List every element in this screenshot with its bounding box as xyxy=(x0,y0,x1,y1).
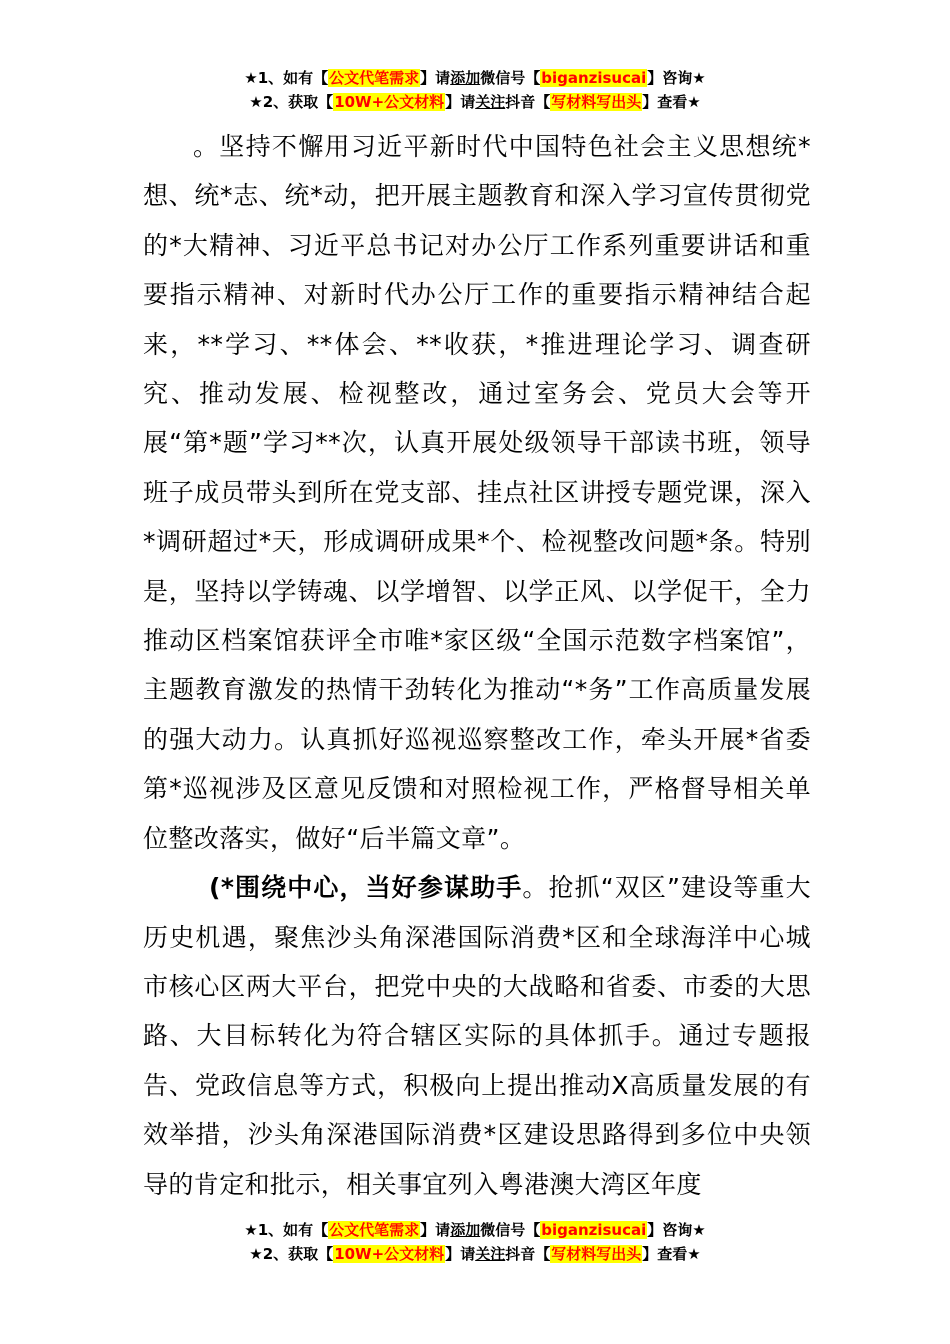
footer-line-2-highlight-materials: 10W+公文材料 xyxy=(334,1245,445,1263)
promo-line-1-text: 】请 xyxy=(420,69,451,87)
promo-line-2 xyxy=(0,90,950,114)
footer-line-2-suffix: 】查看★ xyxy=(642,1245,701,1263)
footer-line-2-text: 】请 xyxy=(445,1245,476,1263)
footer-line-1-underlined: 添加 xyxy=(450,1221,481,1239)
footer-line-2-text-2: 抖音【 xyxy=(505,1245,551,1263)
footer-line-2-underlined: 关注 xyxy=(475,1245,506,1263)
promo-line-1-highlight-wechat: biganzisucai xyxy=(541,69,647,87)
header-promo-banner xyxy=(0,66,950,114)
footer-line-2-highlight-douyin: 写材料写出头 xyxy=(551,1245,642,1263)
footer-line-1-text: 】请 xyxy=(420,1221,451,1239)
promo-line-1-prefix: ★1、如有【 xyxy=(244,69,329,87)
footer-promo-line-2 xyxy=(0,1242,950,1266)
promo-line-2-highlight-douyin: 写材料写出头 xyxy=(551,93,642,111)
footer-line-1-text-2: 微信号【 xyxy=(480,1221,541,1239)
document-body xyxy=(143,122,811,1209)
footer-line-2-prefix: ★2、获取【 xyxy=(249,1245,334,1263)
footer-line-1-suffix: 】咨询★ xyxy=(647,1221,706,1239)
promo-line-2-highlight-materials: 10W+公文材料 xyxy=(334,93,445,111)
promo-line-2-prefix: ★2、获取【 xyxy=(249,93,334,111)
paragraph-2-bold-lead: (*围绕中心，当好参谋助手 xyxy=(209,873,523,903)
body-paragraph-1: 。坚持不懈用习近平新时代中国特色社会主义思想统*想、统*志、统*动，把开展主题教育和深入学习宣传贯彻党的*大精神、习近平总书记对办公厅工作系列重要讲话和重要指示精神、对新时代办公厅工作的重要指示精神结合起来，**学习、**体会、**收获，*推进理论学习、调查研究、推动发展、检视整改，通过室务会、党员大会等开展“第*题”学习**次，认真开展处级领导干部读书班，领导班子成员带头到所在党支部、挂点社区讲授专题党课，深入*调研超过*天，形成调研成果*个、检视整改问题*条。特别是，坚持以学铸魂、以学增智、以学正风、以学促干，全力推动区档案馆获评全市唯*家区级“全国示范数字档案馆”，主题教育激发的热情干劲转化为推动“*务”工作高质量发展的强大动力。认真抓好巡视巡察整改工作，牵头开展*省委第*巡视涉及区意见反馈和对照检视工作，严格督导相关单位整改落实，做好“后半篇文章”。 xyxy=(143,132,811,853)
footer-line-1-highlight-wechat: biganzisucai xyxy=(541,1221,647,1239)
promo-line-2-underlined: 关注 xyxy=(475,93,506,111)
footer-line-1-highlight-service: 公文代笔需求 xyxy=(329,1221,420,1239)
promo-line-2-text-2: 抖音【 xyxy=(505,93,551,111)
promo-line-1-highlight-service: 公文代笔需求 xyxy=(329,69,420,87)
footer-promo-banner xyxy=(0,1218,950,1266)
promo-line-1 xyxy=(0,66,950,90)
promo-line-1-text-2: 微信号【 xyxy=(480,69,541,87)
promo-line-1-underlined: 添加 xyxy=(450,69,481,87)
promo-line-1-suffix: 】咨询★ xyxy=(647,69,706,87)
footer-line-1-prefix: ★1、如有【 xyxy=(244,1221,329,1239)
body-paragraph-2 xyxy=(143,863,811,1209)
footer-promo-line-1 xyxy=(0,1218,950,1242)
promo-line-2-suffix: 】查看★ xyxy=(642,93,701,111)
paragraph-2-text: 。抢抓“双区”建设等重大历史机遇，聚焦沙头角深港国际消费*区和全球海洋中心城市核心区两大平台，把党中央的大战略和省委、市委的大思路、大目标转化为符合辖区实际的具体抓手。通过专题报告、党政信息等方式，积极向上提出推动X高质量发展的有效举措，沙头角深港国际消费*区建设思路得到多位中央领导的肯定和批示，相关事宜列入粤港澳大湾区年度 xyxy=(143,873,811,1199)
promo-line-2-text: 】请 xyxy=(445,93,476,111)
